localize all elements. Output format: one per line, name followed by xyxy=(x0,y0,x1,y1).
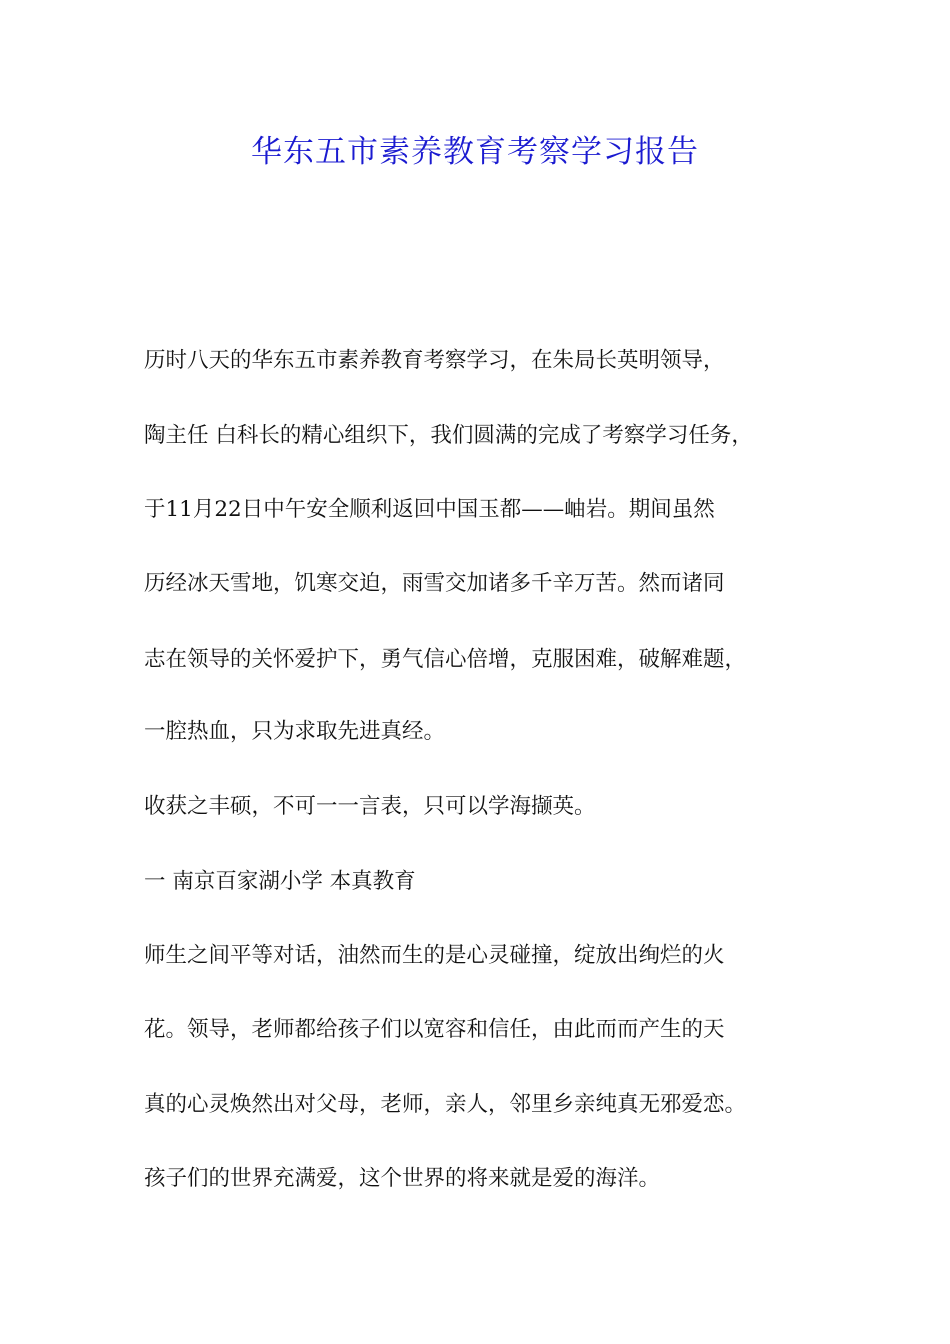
paragraph-line: 孩子们的世界充满爱，这个世界的将来就是爱的海洋。 xyxy=(144,1166,661,1191)
paragraph-line: 一腔热血，只为求取先进真经。 xyxy=(144,719,446,744)
paragraph-line: 于11月22日中午安全顺利返回中国玉都——岫岩。期间虽然 xyxy=(144,497,715,522)
paragraph-line: 陶主任 白科长的精心组织下，我们圆满的完成了考察学习任务， xyxy=(144,423,753,448)
paragraph-line: 志在领导的关怀爱护下，勇气信心倍增，克服困难，破解难题， xyxy=(144,647,747,672)
paragraph-line: 花。领导，老师都给孩子们以宽容和信任，由此而而产生的天 xyxy=(144,1017,725,1042)
paragraph-line: 真的心灵焕然出对父母，老师，亲人，邻里乡亲纯真无邪爱恋。 xyxy=(144,1092,747,1117)
paragraph-line: 师生之间平等对话，油然而生的是心灵碰撞，绽放出绚烂的火 xyxy=(144,943,725,968)
paragraph-line: 历经冰天雪地，饥寒交迫，雨雪交加诸多千辛万苦。然而诸同 xyxy=(144,571,725,596)
paragraph-line: 收获之丰硕，不可一一言表，只可以学海撷英。 xyxy=(144,794,596,819)
document-title: 华东五市素养教育考察学习报告 xyxy=(251,134,699,170)
paragraph-line: 历时八天的华东五市素养教育考察学习，在朱局长英明领导， xyxy=(144,348,725,373)
section-heading: 一 南京百家湖小学 本真教育 xyxy=(144,869,416,894)
